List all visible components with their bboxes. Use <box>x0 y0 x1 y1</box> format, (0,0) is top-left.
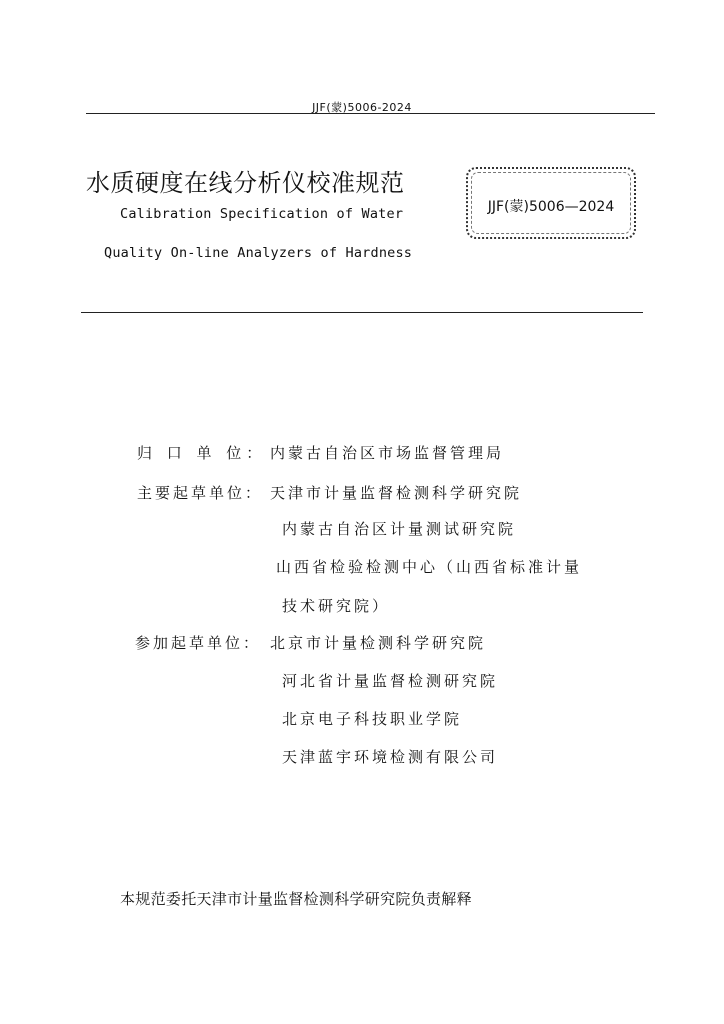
header-standard-code: JJF(蒙)5006-2024 <box>312 101 412 114</box>
title-chinese: 水质硬度在线分析仪校准规范 <box>86 169 405 197</box>
participating-drafting-unit: 北京市计量检测科学研究院 <box>270 634 487 652</box>
participating-drafting-unit: 天津蓝宇环境检测有限公司 <box>282 748 499 766</box>
responsible-unit-label: 归 口 单 位： <box>137 444 267 462</box>
code-box-text: JJF(蒙)5006—2024 <box>487 199 615 215</box>
main-drafting-unit: 内蒙古自治区计量测试研究院 <box>282 520 517 538</box>
title-english-line1: Calibration Specification of Water <box>120 206 404 222</box>
title-divider <box>81 312 643 313</box>
main-drafting-unit: 山西省检验检测中心（山西省标准计量 <box>276 558 583 576</box>
interpretation-note: 本规范委托天津市计量监督检测科学研究院负责解释 <box>120 890 472 908</box>
participating-drafting-label: 参加起草单位： <box>135 634 262 652</box>
title-english-line2: Quality On-line Analyzers of Hardness <box>104 245 413 261</box>
top-divider <box>86 113 655 114</box>
standard-code-box <box>466 167 636 239</box>
main-drafting-label: 主要起草单位： <box>137 484 264 502</box>
participating-drafting-unit: 北京电子科技职业学院 <box>282 710 463 728</box>
main-drafting-unit: 天津市计量监督检测科学研究院 <box>270 484 523 502</box>
responsible-unit: 内蒙古自治区市场监督管理局 <box>270 444 505 462</box>
main-drafting-unit: 技术研究院） <box>282 597 391 615</box>
participating-drafting-unit: 河北省计量监督检测研究院 <box>282 672 499 690</box>
